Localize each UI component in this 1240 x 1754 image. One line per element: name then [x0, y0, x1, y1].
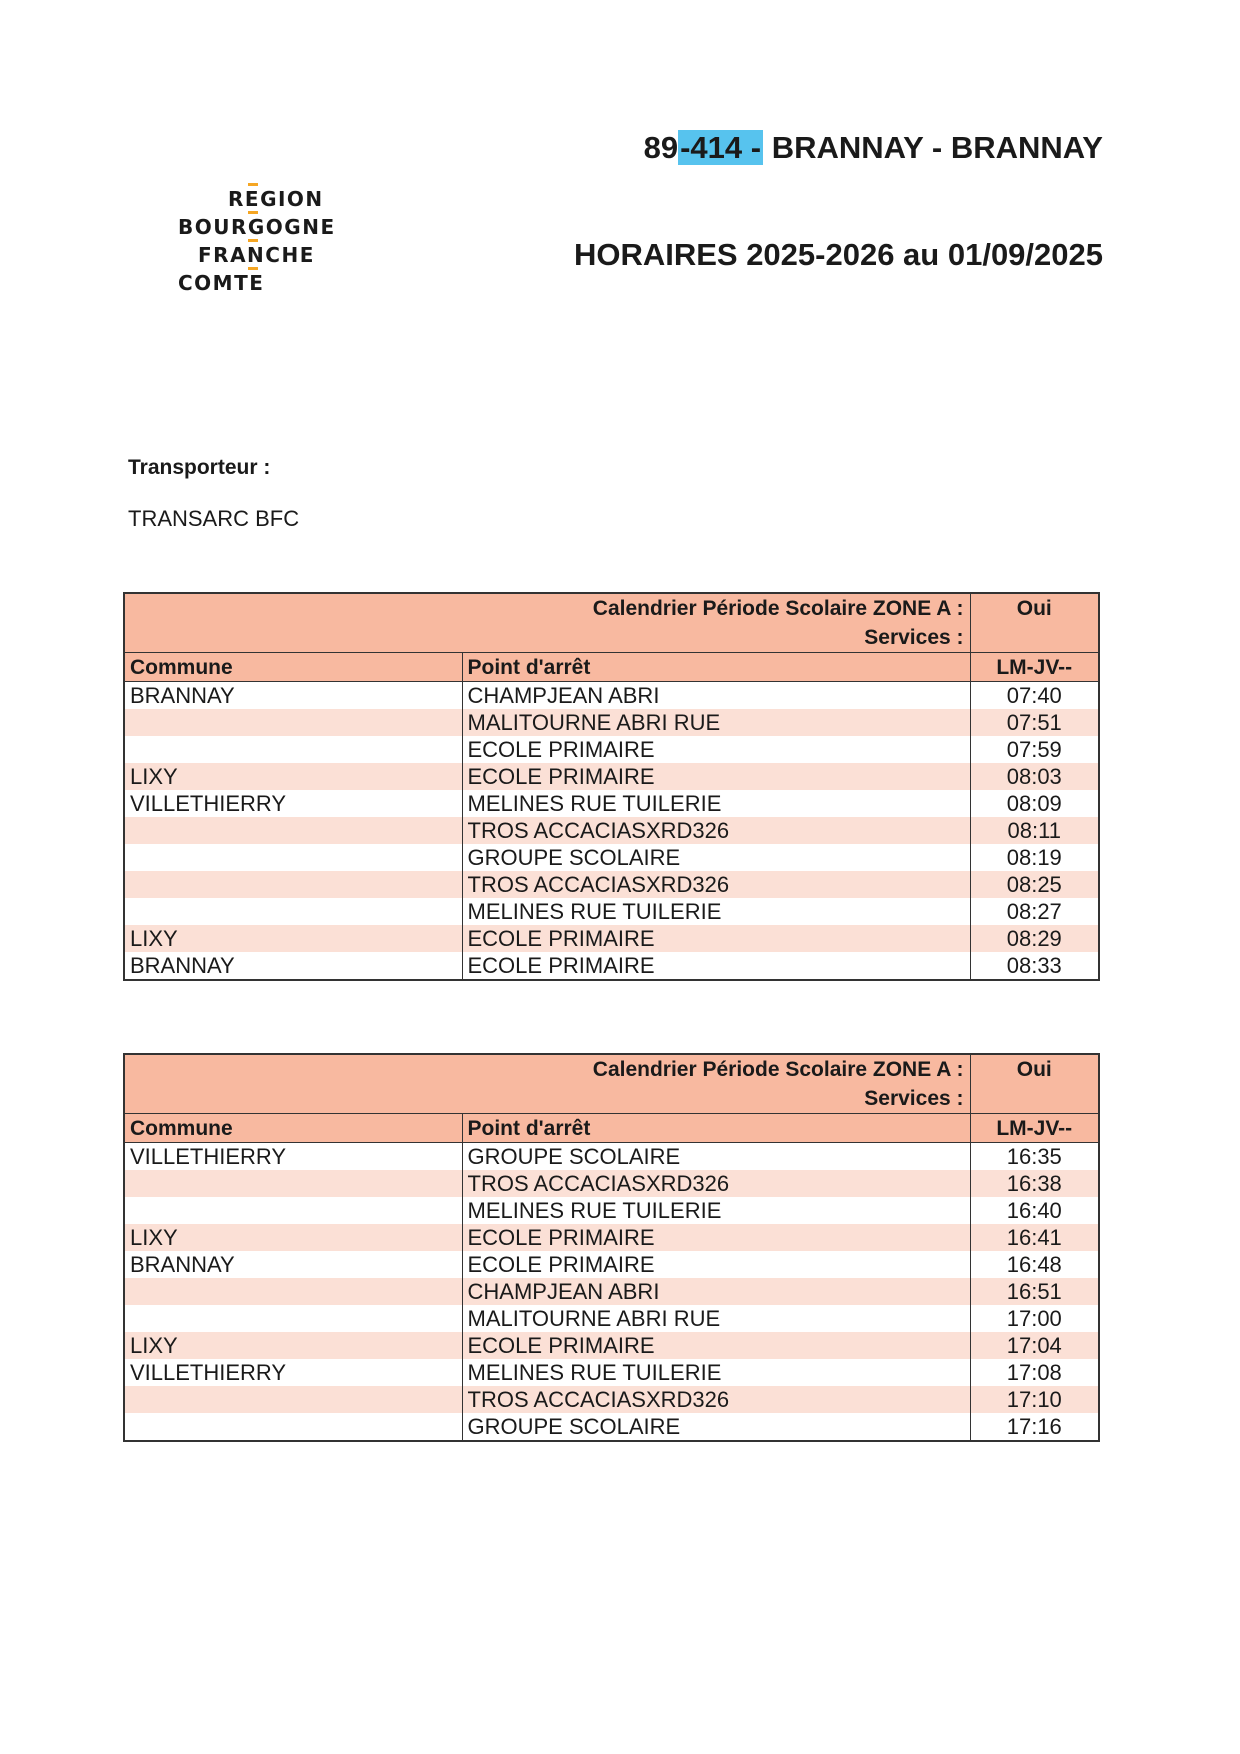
commune-cell: BRANNAY	[124, 952, 462, 980]
route-prefix: 89	[643, 130, 679, 165]
commune-cell: BRANNAY	[124, 1251, 462, 1278]
logo-line-bourgogne: BOURGOGNE	[178, 215, 336, 239]
time-cell: 17:00	[970, 1305, 1099, 1332]
carrier-name: TRANSARC BFC	[128, 506, 300, 531]
table-row	[124, 1332, 1099, 1359]
stop-cell: CHAMPJEAN ABRI	[462, 1278, 970, 1305]
calendar-value: Oui	[970, 1054, 1099, 1114]
stop-cell: ECOLE PRIMAIRE	[462, 1332, 970, 1359]
table-row	[124, 1359, 1099, 1386]
stop-cell: CHAMPJEAN ABRI	[462, 682, 970, 710]
services-label: Services :	[864, 626, 964, 649]
time-cell: 16:41	[970, 1224, 1099, 1251]
commune-cell	[124, 736, 462, 763]
logo-line-region: REGION	[228, 187, 324, 211]
time-cell: 17:08	[970, 1359, 1099, 1386]
route-number-highlight: -414 -	[680, 130, 762, 165]
commune-cell	[124, 709, 462, 736]
table-row	[124, 790, 1099, 817]
table-row	[124, 763, 1099, 790]
commune-cell	[124, 817, 462, 844]
stop-cell: TROS ACCACIASXRD326	[462, 817, 970, 844]
stop-cell: TROS ACCACIASXRD326	[462, 871, 970, 898]
table-row	[124, 736, 1099, 763]
table-row	[124, 1143, 1099, 1171]
time-cell: 08:27	[970, 898, 1099, 925]
commune-cell: LIXY	[124, 1332, 462, 1359]
table-row	[124, 952, 1099, 980]
timetable-morning	[123, 592, 1100, 981]
stop-cell: GROUPE SCOLAIRE	[462, 1413, 970, 1441]
table-row	[124, 898, 1099, 925]
commune-cell: LIXY	[124, 925, 462, 952]
stop-cell: MELINES RUE TUILERIE	[462, 790, 970, 817]
stop-cell: MELINES RUE TUILERIE	[462, 1359, 970, 1386]
commune-cell: LIXY	[124, 1224, 462, 1251]
region-logo	[170, 180, 340, 300]
stop-cell: MELINES RUE TUILERIE	[462, 898, 970, 925]
stop-cell: ECOLE PRIMAIRE	[462, 763, 970, 790]
table-row	[124, 925, 1099, 952]
route-title	[644, 130, 1103, 166]
time-cell: 07:40	[970, 682, 1099, 710]
time-cell: 16:51	[970, 1278, 1099, 1305]
time-cell: 08:03	[970, 763, 1099, 790]
commune-cell	[124, 1305, 462, 1332]
stop-cell: TROS ACCACIASXRD326	[462, 1386, 970, 1413]
stop-cell: MALITOURNE ABRI RUE	[462, 1305, 970, 1332]
stop-cell: GROUPE SCOLAIRE	[462, 844, 970, 871]
stop-cell: ECOLE PRIMAIRE	[462, 925, 970, 952]
calendar-value: Oui	[970, 593, 1099, 653]
time-cell: 16:38	[970, 1170, 1099, 1197]
table-row	[124, 1224, 1099, 1251]
commune-cell	[124, 844, 462, 871]
stop-cell: GROUPE SCOLAIRE	[462, 1143, 970, 1171]
commune-cell: BRANNAY	[124, 682, 462, 710]
table-row	[124, 1413, 1099, 1441]
time-cell: 08:33	[970, 952, 1099, 980]
time-cell: 07:59	[970, 736, 1099, 763]
table-row	[124, 1386, 1099, 1413]
commune-cell: VILLETHIERRY	[124, 1143, 462, 1171]
commune-cell	[124, 898, 462, 925]
time-cell: 16:40	[970, 1197, 1099, 1224]
time-cell: 17:04	[970, 1332, 1099, 1359]
stop-cell: ECOLE PRIMAIRE	[462, 736, 970, 763]
commune-cell	[124, 871, 462, 898]
column-header-stop: Point d'arrêt	[462, 1114, 970, 1143]
table-row	[124, 1197, 1099, 1224]
table-row	[124, 817, 1099, 844]
commune-cell	[124, 1197, 462, 1224]
column-header-days: LM-JV--	[970, 1114, 1099, 1143]
commune-cell	[124, 1386, 462, 1413]
table-row	[124, 709, 1099, 736]
table-row	[124, 1251, 1099, 1278]
stop-cell: ECOLE PRIMAIRE	[462, 952, 970, 980]
column-header-commune: Commune	[124, 653, 462, 682]
calendar-header	[124, 593, 970, 653]
logo-line-franche: FRANCHE	[198, 243, 315, 267]
column-header-stop: Point d'arrêt	[462, 653, 970, 682]
time-cell: 17:16	[970, 1413, 1099, 1441]
commune-cell	[124, 1170, 462, 1197]
column-header-days: LM-JV--	[970, 653, 1099, 682]
stop-cell: ECOLE PRIMAIRE	[462, 1224, 970, 1251]
time-cell: 07:51	[970, 709, 1099, 736]
services-label: Services :	[864, 1087, 964, 1110]
time-cell: 08:25	[970, 871, 1099, 898]
commune-cell: LIXY	[124, 763, 462, 790]
table-row	[124, 1305, 1099, 1332]
table-row	[124, 844, 1099, 871]
commune-cell	[124, 1413, 462, 1441]
table-row	[124, 1170, 1099, 1197]
stop-cell: ECOLE PRIMAIRE	[462, 1251, 970, 1278]
stop-cell: MALITOURNE ABRI RUE	[462, 709, 970, 736]
time-cell: 08:29	[970, 925, 1099, 952]
time-cell: 08:11	[970, 817, 1099, 844]
schedule-title: HORAIRES 2025-2026 au 01/09/2025	[573, 237, 1103, 272]
logo-line-comte: COMTE	[178, 271, 265, 295]
time-cell: 08:19	[970, 844, 1099, 871]
time-cell: 08:09	[970, 790, 1099, 817]
timetable-afternoon	[123, 1053, 1100, 1442]
time-cell: 16:48	[970, 1251, 1099, 1278]
stop-cell: MELINES RUE TUILERIE	[462, 1197, 970, 1224]
carrier-label: Transporteur :	[128, 456, 271, 479]
stop-cell: TROS ACCACIASXRD326	[462, 1170, 970, 1197]
calendar-label: Calendrier Période Scolaire ZONE A :	[592, 597, 964, 620]
time-cell: 17:10	[970, 1386, 1099, 1413]
calendar-header	[124, 1054, 970, 1114]
column-header-commune: Commune	[124, 1114, 462, 1143]
calendar-label: Calendrier Période Scolaire ZONE A :	[592, 1058, 964, 1081]
commune-cell: VILLETHIERRY	[124, 1359, 462, 1386]
table-row	[124, 682, 1099, 710]
route-name: BRANNAY - BRANNAY	[763, 130, 1103, 165]
commune-cell	[124, 1278, 462, 1305]
table-row	[124, 871, 1099, 898]
time-cell: 16:35	[970, 1143, 1099, 1171]
commune-cell: VILLETHIERRY	[124, 790, 462, 817]
table-row	[124, 1278, 1099, 1305]
